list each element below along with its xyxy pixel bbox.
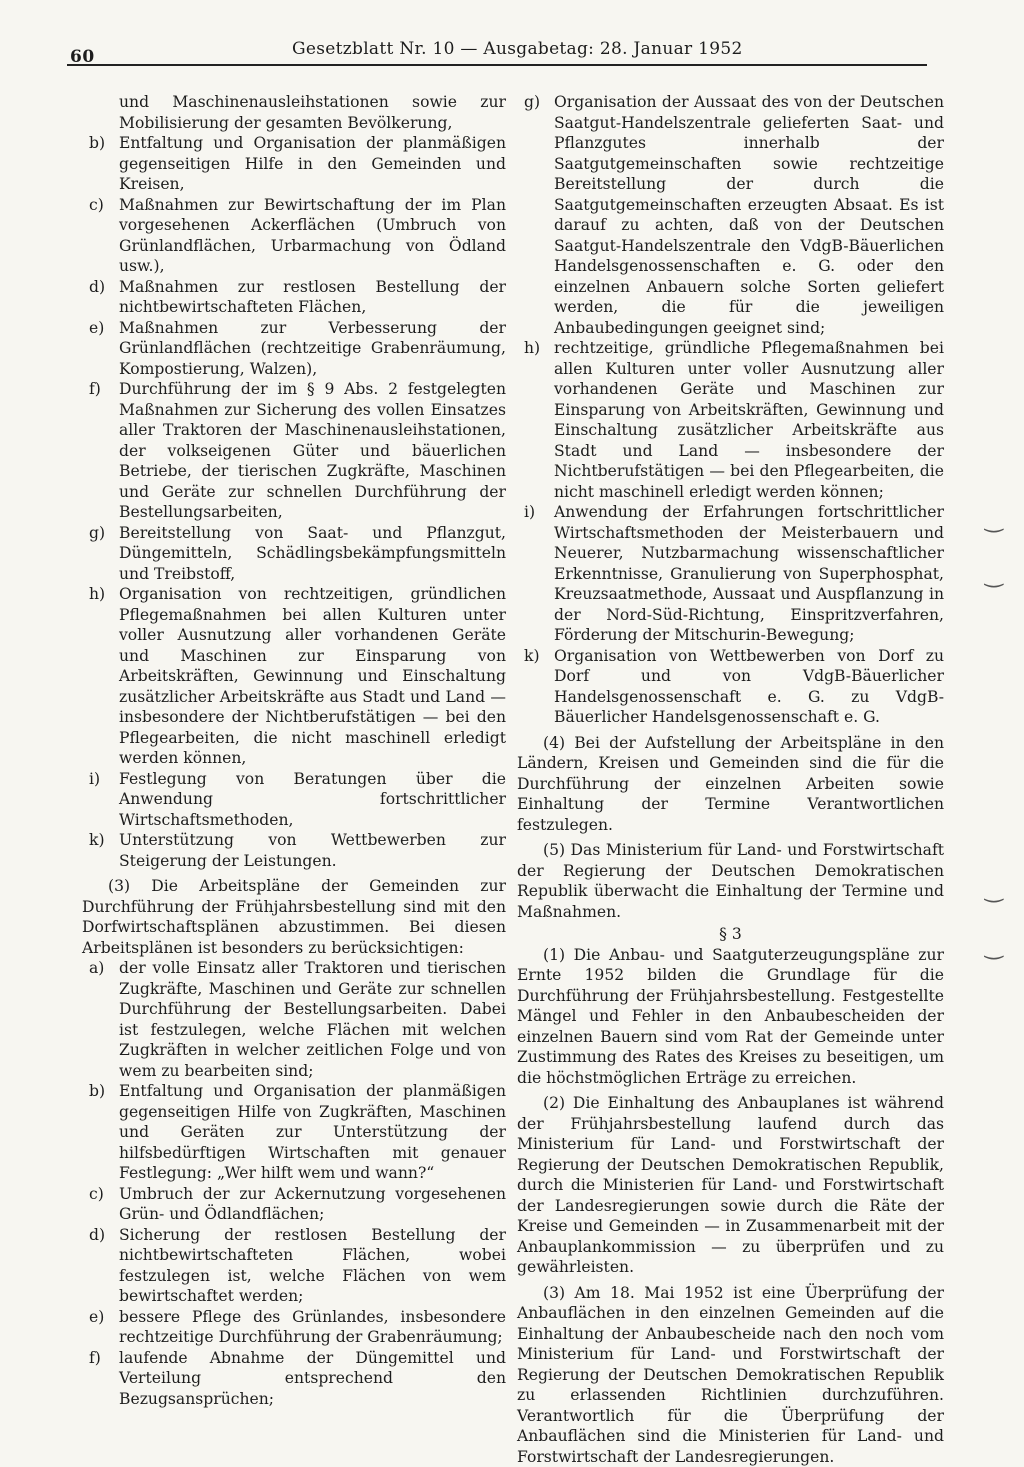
item-label: d) — [89, 277, 105, 298]
list-item — [82, 379, 506, 523]
margin-mark: ‿ — [985, 878, 1003, 903]
paragraph-5: (5) Das Ministerium für Land- und Forstwirtschaft der Regierung der Deutschen Demokratischen Republik überwacht die Einhaltung der Termine und Maßnahmen. — [517, 840, 944, 922]
list-item — [517, 502, 944, 646]
paragraph-3: (3) Die Arbeitspläne der Gemeinden zur Durchführung der Frühjahrsbestellung sind mit den Dorfwirtschaftsplänen abzustimmen. Bei diesen Arbeitsplänen ist besonders zu berücksichtigen: — [82, 876, 506, 958]
item-label: c) — [89, 1184, 104, 1205]
item-label: g) — [89, 523, 105, 544]
list-item — [82, 1348, 506, 1410]
paragraph-4: (4) Bei der Aufstellung der Arbeitspläne in den Ländern, Kreisen und Gemeinden sind die für die Durchführung der einzelnen Arbeiten sowie Einhaltung der Termine Verantwortlichen festzulegen. — [517, 733, 944, 836]
right-column — [517, 92, 944, 1467]
list-item — [517, 338, 944, 502]
item-label: d) — [89, 1225, 105, 1246]
item-text: Maßnahmen zur Bewirtschaftung der im Plan vorgesehenen Ackerflächen (Umbruch von Grünlandflächen, Urbarmachung von Ödland usw.), — [119, 196, 506, 276]
item-label: g) — [524, 92, 540, 113]
list-item — [82, 1184, 506, 1225]
list-item — [517, 646, 944, 728]
item-text: Entfaltung und Organisation der planmäßigen gegenseitigen Hilfe von Zugkräften, Maschinen und Geräten zur Unterstützung der hilfsbedürftigen Wirtschaften mit genauer Festlegung: „Wer hilft wem und wann?“ — [119, 1082, 506, 1182]
list-item — [82, 195, 506, 277]
item-text: Maßnahmen zur restlosen Bestellung der nichtbewirtschafteten Flächen, — [119, 278, 506, 317]
item-label: f) — [89, 379, 101, 400]
page-number: 60 — [70, 47, 95, 67]
item-label: e) — [89, 318, 104, 339]
list-item — [82, 830, 506, 871]
list-item — [82, 1307, 506, 1348]
header-rule — [67, 64, 927, 66]
item-label: b) — [89, 1081, 105, 1102]
margin-mark: ‿ — [985, 935, 1003, 960]
item-text: Organisation von Wettbewerben von Dorf zu Dorf und von VdgB-Bäuerlicher Handelsgenossenschaft e. G. zu VdgB-Bäuerlicher Handelsgenossenschaft e. G. — [554, 647, 944, 727]
item-label: f) — [89, 1348, 101, 1369]
list-item — [82, 523, 506, 585]
item-text: Maßnahmen zur Verbesserung der Grünlandflächen (rechtzeitige Grabenräumung, Kompostierung, Walzen), — [119, 319, 506, 378]
item-label: i) — [524, 502, 535, 523]
item-text: der volle Einsatz aller Traktoren und tierischen Zugkräfte, Maschinen und Geräte zur schnellen Durchführung der Bestellungsarbeiten. Dabei ist festzulegen, welche Flächen mit welchen Zugkräften in welcher zeitlichen Folge und von wem zu bearbeiten sind; — [119, 959, 506, 1080]
item-text: rechtzeitige, gründliche Pflegemaßnahmen bei allen Kulturen unter voller Ausnutzung aller vorhandenen Geräte und Maschinen zur Einsparung von Arbeitskräften, Gewinnung und Einschaltung zusätzlicher Arbeitskräfte aus Stadt und Land — insbesondere der Nichtberufstätigen — bei den Pflegearbeiten, die nicht maschinell erledigt werden können; — [554, 339, 944, 501]
item-label: h) — [89, 584, 105, 605]
item-label: h) — [524, 338, 540, 359]
continuation-text: und Maschinenausleihstationen sowie zur Mobilisierung der gesamten Bevölkerung, — [82, 92, 506, 133]
gazette-header-title: Gesetzblatt Nr. 10 — Ausgabetag: 28. Januar 1952 — [292, 39, 743, 59]
measures-list — [82, 133, 506, 871]
section-3-paragraph-3: (3) Am 18. Mai 1952 ist eine Überprüfung der Anbauflächen in den einzelnen Gemeinden auf die Einhaltung der Anbaubescheide nach den noch vom Ministerium für Land- und Forstwirtschaft der Regierung der Deutschen Demokratischen Republik zu erlassenden Richtlinien durchzuführen. Verantwortlich für die Überprüfung der Anbauflächen sind die Ministerien für Land- und Forstwirtschaft der Landesregierungen. — [517, 1283, 944, 1467]
item-text: Anwendung der Erfahrungen fortschrittlicher Wirtschaftsmethoden der Meisterbauern und Neuerer, Nutzbarmachung wissenschaftlicher Erkenntnisse, Granulierung von Superphosphat, Kreuzsaatmethode, Aussaat und Auspflanzung in der Nord-Süd-Richtung, Einspritzverfahren, Förderung der Mitschurin-Bewegung; — [554, 503, 944, 644]
item-label: i) — [89, 769, 100, 790]
item-label: c) — [89, 195, 104, 216]
list-item — [82, 318, 506, 380]
item-label: k) — [524, 646, 540, 667]
section-3-paragraph-2: (2) Die Einhaltung des Anbauplanes ist während der Frühjahrsbestellung laufend durch das Ministerium für Land- und Forstwirtschaft der Regierung der Deutschen Demokratischen Republik, durch die Ministerien für Land- und Forstwirtschaft der Landesregierungen sowie durch die Räte der Kreise und Gemeinden — in Zusammenarbeit mit der Anbauplankommission — zu überprüfen und zu gewährleisten. — [517, 1093, 944, 1278]
item-label: e) — [89, 1307, 104, 1328]
list-item — [82, 277, 506, 318]
item-text: Organisation von rechtzeitigen, gründlichen Pflegemaßnahmen bei allen Kulturen unter voller Ausnutzung aller vorhandenen Geräte und Maschinen zur Einsparung von Arbeitskräften, Gewinnung und Einschaltung zusätzlicher Arbeitskräfte aus Stadt und Land — insbesondere der Nichtberufstätigen — bei den Pflegearbeiten, die nicht maschinell erledigt werden können, — [119, 585, 506, 767]
list-item — [517, 92, 944, 338]
item-text: Bereitstellung von Saat- und Pflanzgut, Düngemitteln, Schädlingsbekämpfungsmitteln und Treibstoff, — [119, 524, 506, 583]
list-item — [82, 1081, 506, 1184]
item-label: a) — [89, 958, 104, 979]
list-item — [82, 584, 506, 769]
list-item — [82, 769, 506, 831]
item-text: Sicherung der restlosen Bestellung der nichtbewirtschafteten Flächen, wobei festzulegen ist, welche Flächen von wem bewirtschaftet werden; — [119, 1226, 506, 1306]
work-plan-list — [82, 958, 506, 1409]
item-label: k) — [89, 830, 105, 851]
item-text: Durchführung der im § 9 Abs. 2 festgelegten Maßnahmen zur Sicherung des vollen Einsatzes aller Traktoren der Maschinenausleihstationen, der volkseigenen Güter und bäuerlichen Betriebe, der tierischen Zugkräfte, Maschinen und Geräte zur schnellen Durchführung der Bestellungsarbeiten, — [119, 380, 506, 521]
item-text: Entfaltung und Organisation der planmäßigen gegenseitigen Hilfe in den Gemeinden und Kreisen, — [119, 134, 506, 193]
item-text: bessere Pflege des Grünlandes, insbesondere rechtzeitige Durchführung der Grabenräumung; — [119, 1308, 506, 1347]
item-text: laufende Abnahme der Düngemittel und Verteilung entsprechend den Bezugsansprüchen; — [119, 1349, 506, 1408]
margin-mark: ‿ — [985, 563, 1003, 588]
list-item — [82, 958, 506, 1081]
item-text: Umbruch der zur Ackernutzung vorgesehenen Grün- und Ödlandflächen; — [119, 1185, 506, 1224]
section-heading: § 3 — [517, 924, 944, 945]
item-text: Unterstützung von Wettbewerben zur Steigerung der Leistungen. — [119, 831, 506, 870]
margin-mark: ‿ — [985, 508, 1003, 533]
list-item — [82, 1225, 506, 1307]
item-label: b) — [89, 133, 105, 154]
list-item — [82, 133, 506, 195]
left-column — [82, 92, 506, 1409]
item-text: Festlegung von Beratungen über die Anwendung fortschrittlicher Wirtschaftsmethoden, — [119, 770, 506, 829]
section-3-paragraph-1: (1) Die Anbau- und Saatguterzeugungspläne zur Ernte 1952 bilden die Grundlage für die Durchführung der Frühjahrsbestellung. Festgestellte Mängel und Fehler in den Anbaubescheiden der einzelnen Bauern sind vom Rat der Gemeinde unter Zustimmung des Rates des Kreises zu beseitigen, um die höchstmöglichen Erträge zu erreichen. — [517, 945, 944, 1089]
item-text: Organisation der Aussaat des von der Deutschen Saatgut-Handelszentrale gelieferten Saat- und Pflanzgutes innerhalb der Saatgutgemeinschaften sowie rechtzeitige Bereitstellung der durch die Saatgutgemeinschaften erzeugten Absaat. Es ist darauf zu achten, daß von der Deutschen Saatgut-Handelszentrale den VdgB-Bäuerlichen Handelsgenossenschaften e. G. oder den einzelnen Anbauern solche Sorten geliefert werden, die für die jeweiligen Anbaubedingungen geeignet sind; — [554, 93, 944, 337]
continued-list — [517, 92, 944, 728]
